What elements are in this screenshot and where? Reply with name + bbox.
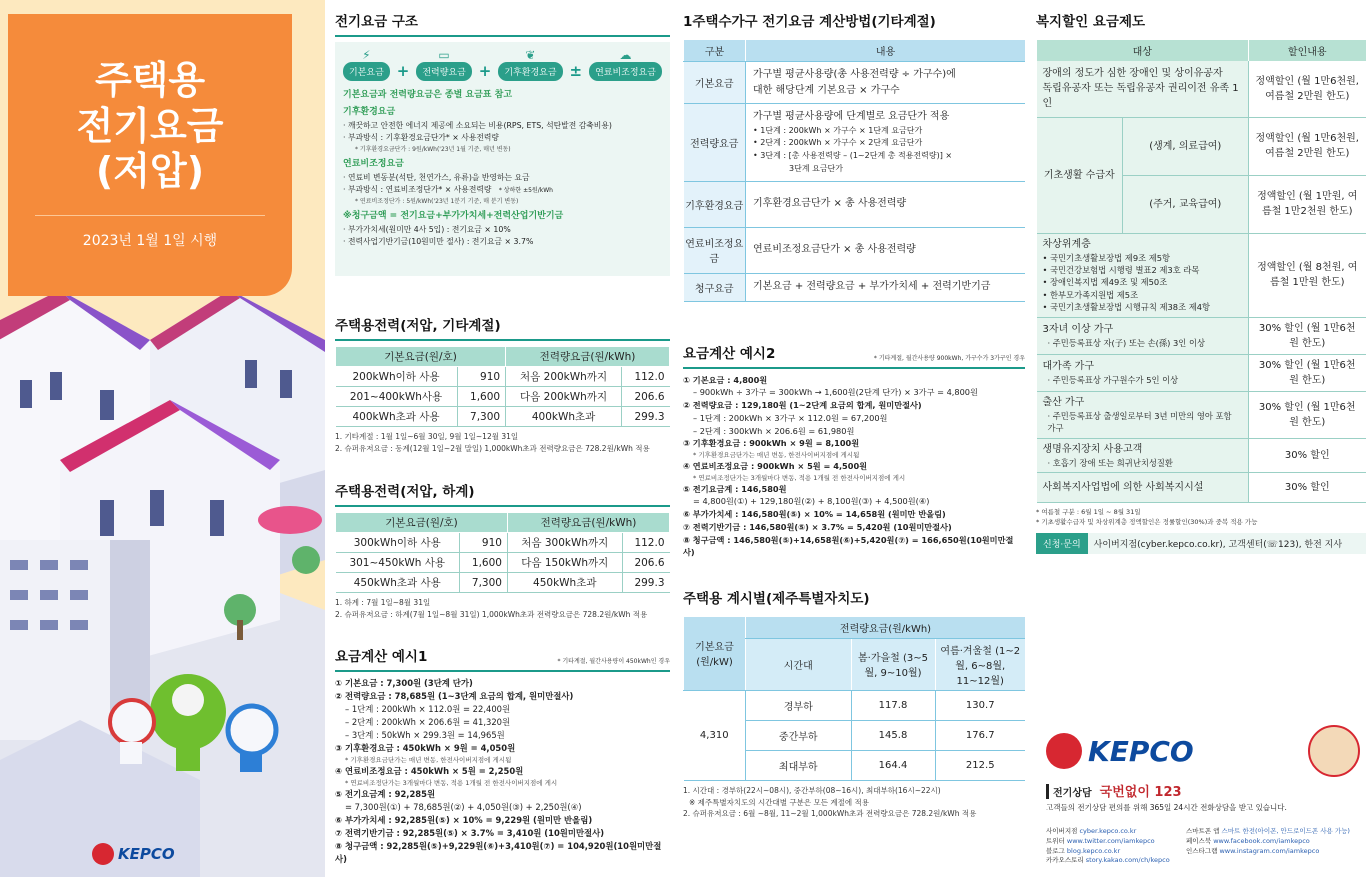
discount-footnotes: * 여름철 구분 : 6월 1일 ~ 8월 31일 * 기초생활수급자 및 차상위계층 정액할인은 정률할인(30%)과 중복 적용 가능 (1036, 508, 1258, 527)
table-row: 대가족 가구 · 주민등록표상 가구원수가 5인 이상 30% 할인 (월 1만6천원 한도) (1037, 354, 1367, 391)
example2-body: ① 기본요금 : 4,800원 – 900kWh ÷ 3가구 = 300kWh → 1,600원(2단계 단가) × 3가구 = 4,800원 ② 전력량요금 : 129,180원 (1~2단계 요금의 합계, 원미만절사) – 1단계 : 200kWh × 3가구 × 112.0원 = 67,200원 – 2단계 : 300kWh × 206.6원 = 61,980원 ③ 기후환경요금 : 900kWh × 9원 = 8,100원 * 기후환경요금단가는 매년 변동, 한전사이버지점에 게시됨 ④ 연료비조정요금 : 900kWh × 5원 = 4,500원 * 연료비조정단가는 3개월마다 변동, 적용 1개월 전 한전사이버지점에 게시 ⑤ 전기요금계 : 146,580원 = 4,800원(①) + 129,180원(②) + 8,100원(③) + 4,500원(④) ⑥ 부가가치세 : 146,580원(⑤) × 10% = 14,658원 (원미만 반올림) ⑦ 전력기반기금 : 146,580원(⑤) × 3.7% = 5,420원 (10원미만절사) ⑧ 청구금액 : 146,580원(⑤)+14,658원(⑥)+5,420원(⑦) = 166,650원(10원미만절사) (683, 374, 1014, 558)
cover-title-box (8, 14, 292, 296)
leaf-icon: ❦ (525, 48, 536, 62)
structure-item-fuel: ☁ 연료비조정요금 (589, 48, 662, 81)
structure-item-climate: ❦ 기후환경요금 (498, 48, 562, 81)
battery-icon: ▭ (438, 48, 450, 62)
link-facebook[interactable]: www.facebook.com/iamkepco (1213, 836, 1310, 845)
apply-text: 사이버지점(cyber.kepco.co.kr), 고객센터(☏123), 한전 지사 (1093, 540, 1343, 551)
summer-table: 기본요금(원/호) 전력량요금(원/kWh) 300kWh이하 사용 910 처음 300kWh까지 112.0 301~450kWh 사용 1,600 다음 150kWh까지 206.6 450kWh초과 사용 7,300 450kWh초과 299.3 (335, 512, 670, 593)
link-kakao[interactable]: story.kakao.com/ch/kepco (1085, 856, 1170, 865)
calc-title: 1주택수가구 전기요금 계산방법(기타계절) (683, 14, 936, 30)
table-row: 300kWh이하 사용 910 처음 300kWh까지 112.0 (336, 533, 670, 553)
calc-table: 구분 내용 기본요금 가구별 평균사용량(총 사용전력량 ÷ 가구수)에 대한 해당단계 기본요금 × 가구수 전력량요금 가구별 평균사용량에 단계별로 요금단가 적용 • 1단계 : 200kWh × 가구수 × 1단계 요금단가 • 2단계 : 200kWh × 가구수 × 2단계 요금단가 • 3단계 : [총 사용전력량 – (1~2단계 총 적용전력량)] × 3단계 요금단가 기후환경요금 기후환경요금단가 × 총 사용전력량 연료비조정요금 연료비조정요금단가 × 총 사용전력량 청구요금 기본요금 + 전력량요금 + 부가가치세 + 전력기반기금 (683, 40, 1025, 302)
kepco-emblem-icon (1046, 733, 1082, 769)
contact-logo: KEPCO (1036, 725, 1366, 777)
jeju-title: 주택용 계시별(제주특별자치도) (683, 590, 870, 607)
contact-phone: 전기상담 국번없이 123 (1036, 781, 1366, 800)
table-row: 전력량요금 가구별 평균사용량에 단계별로 요금단가 적용 • 1단계 : 200kWh × 가구수 × 1단계 요금단가 • 2단계 : 200kWh × 가구수 × 2단계 요금단가 • 3단계 : [총 사용전력량 – (1~2단계 총 적용전력량)] × 3단계 요금단가 (684, 104, 1026, 182)
structure-item-base: ⚡ 기본요금 (343, 48, 390, 81)
structure-details: 기본요금과 전력량요금은 종별 요금표 참고 기후환경요금 · 깨끗하고 안전한 에너지 제공에 소요되는 비용(RPS, ETS, 석탄발전 감축비용) · 부과방식 : 기후환경요금단가* × 사용전력량 * 기후환경요금단가 : 9원/kWh('23년 1월 기준, 매년 변동) 연료비조정요금 · 연료비 변동분(석탄, 천연가스, 유류)을 반영하는 요금 · 부과방식 : 연료비조정단가* × 사용전력량 * 상하한 ±5원/kWh * 연료비조정단가 : 5원/kWh('23년 1분기 기준, 매 분기 변동) ※청구금액 = 전기요금+부가가치세+전력산업기반기금 · 부가가치세(원미만 4사 5입) : 전기요금 × 10% · 전력사업기반기금(10원미만 절사) : 전기요금 × 3.7% (343, 90, 612, 247)
discount-title: 복지할인 요금제도 (1036, 14, 1146, 30)
table-row: 301~450kWh 사용 1,600 다음 150kWh까지 206.6 (336, 553, 670, 573)
plug-icon: ⚡ (362, 48, 371, 62)
link-instagram[interactable]: www.instagram.com/iamkepco (1219, 846, 1320, 855)
table-row: 450kWh초과 사용 7,300 450kWh초과 299.3 (336, 573, 670, 593)
mascot-icon (1308, 725, 1360, 777)
table-row: 생명유지장치 사용고객 · 호흡기 장애 또는 희귀난치성질환 30% 할인 (1037, 438, 1367, 472)
table-row: 3자녀 이상 가구 · 주민등록표상 자(子) 또는 손(孫) 3인 이상 30% 할인 (월 1만6천원 한도) (1037, 317, 1367, 354)
table-row: 장애의 정도가 심한 장애인 및 상이유공자 독립유공자 또는 독립유공자 권리이전 유족 1인 정액할인 (월 1만6천원, 여름철 2만원 한도) (1037, 61, 1367, 117)
jeju-table: 기본요금 (원/kW) 전력량요금(원/kWh) 시간대 봄·가을철 (3~5월, 9~10월) 여름·겨울철 (1~2월, 6~8월, 11~12월) 4,310 경부하 117.8 130.7 중간부하 145.8 176.7 최대부하 164.4 212.5 (683, 617, 1025, 781)
table-row: 청구요금 기본요금 + 전력량요금 + 부가가치세 + 전력기반기금 (684, 273, 1026, 301)
cover-title-line-3: (저압) (95, 149, 205, 194)
contact-block: KEPCO 전기상담 국번없이 123 고객들의 전기상담 편의를 위해 365일 24시간 전화상담을 받고 있습니다. 사이버지점 cyber.kepco.co.kr 트위터 www.twitter.com/iamkepco 블로그 blog.kepco.co.kr 카카오스토리 story.kakao.com/ch/kepco 스마트폰 앱 스마트 한전(아이폰, 안드로이드폰 사용 가능) 페이스북 www.facebook.com/iamkepco 인스타그램 www.instagram.com/iamkepco (1036, 725, 1366, 866)
example2-title: 요금계산 예시2 (683, 345, 776, 362)
other-season-table: 기본요금(원/호) 전력량요금(원/kWh) 200kWh이하 사용 910 처음 200kWh까지 112.0 201~400kWh사용 1,600 다음 200kWh까지 206.6 400kWh초과 사용 7,300 400kWh초과 299.3 (335, 346, 670, 427)
cover-title-line-2: 전기요금 (76, 103, 224, 148)
cover-divider (35, 215, 265, 216)
table-row: 201~400kWh사용 1,600 다음 200kWh까지 206.6 (336, 387, 670, 407)
other-season-footnotes: 1. 기타계절 : 1월 1일~6월 30일, 9월 1일~12월 31일 2. 슈퍼유저요금 : 동계(12월 1일~2월 말일) 1,000kWh초과 전력량요금은 728.2원/kWh 적용 (335, 432, 650, 453)
table-row: 최대부하 164.4 212.5 (684, 750, 1026, 780)
summer-footnotes: 1. 하계 : 7월 1일~8월 31일 2. 슈퍼유저요금 : 하계(7월 1일~8월 31일) 1,000kWh초과 전력량요금은 728.2원/kWh 적용 (335, 598, 648, 619)
column-calculation (683, 0, 1025, 877)
column-rates (335, 0, 670, 877)
cover-date: 2023년 1월 1일 시행 (82, 232, 218, 249)
cover-panel (0, 0, 325, 877)
table-row: (주거, 교육급여) 정액할인 (월 1만원, 여름철 1만2천원 한도) (1037, 175, 1367, 233)
structure-formula: ⚡ 기본요금 + ▭ 전력량요금 + ❦ 기후환경요금 ± ☁ 연료비조정요금 (343, 48, 662, 81)
jeju-footnotes: 1. 시간대 : 경부하(22시~08시), 중간부하(08~16시), 최대부하(16시~22시) ※ 제주특별자치도의 시간대별 구분은 모든 계절에 적용 2. 슈퍼유저요금 : 6월 ~8월, 11~2월 1,000kWh초과 전력량요금은 728.2원/kWh 적용 (683, 785, 977, 819)
table-row: 기초생활 수급자 (생계, 의료급여) 정액할인 (월 1만6천원, 여름철 2만원 한도) (1037, 117, 1367, 175)
table-row: 사회복지사업법에 의한 사회복지시설 30% 할인 (1037, 473, 1367, 503)
kepco-emblem-icon (92, 843, 114, 865)
apply-label: 신청·문의 (1036, 533, 1088, 554)
fuel-icon: ☁ (619, 48, 632, 62)
example2-header: 요금계산 예시2 * 기타계절, 월간사용량 900kWh, 가구수가 3가구인 경우 (683, 342, 1025, 369)
example1-body: ① 기본요금 : 7,300원 (3단계 단가) ② 전력량요금 : 78,685원 (1~3단계 요금의 합계, 원미만절사) – 1단계 : 200kWh × 112.0원 = 22,400원 – 2단계 : 200kWh × 206.6원 = 41,320원 – 3단계 : 50kWh × 299.3원 = 14,965원 ③ 기후환경요금 : 450kWh × 9원 = 4,050원 * 기후환경요금단가는 매년 변동, 한전사이버지점에 게시됨 ④ 연료비조정요금 : 450kWh × 5원 = 2,250원 * 연료비조정단가는 3개월마다 변동, 적용 1개월 전 한전사이버지점에 게시 ⑤ 전기요금계 : 92,285원 = 7,300원(①) + 78,685원(②) + 4,050원(③) + 2,250원(④) ⑥ 부가가치세 : 92,285원(⑤) × 10% = 9,229원 (원미만 반올림) ⑦ 전력기반기금 : 92,285원(⑤) × 3.7% = 3,410원 (10원미만절사) ⑧ 청구금액 : 92,285원(⑤)+9,229원(⑥)+3,410원(⑦) = 104,920원(10원미만절사) (335, 677, 662, 864)
example1-title: 요금계산 예시1 (335, 648, 428, 665)
structure-item-energy: ▭ 전력량요금 (416, 48, 471, 81)
structure-box (335, 42, 670, 276)
cover-logo: KEPCO (92, 843, 175, 865)
contact-links: 사이버지점 cyber.kepco.co.kr 트위터 www.twitter.com/iamkepco 블로그 blog.kepco.co.kr 카카오스토리 story.kakao.com/ch/kepco 스마트폰 앱 스마트 한전(아이폰, 안드로이드폰 사용 가능) 페이스북 www.facebook.com/iamkepco 인스타그램 www.instagram.com/iamkepco (1046, 827, 1350, 865)
column-discount (1036, 0, 1366, 877)
table-row: 출산 가구 · 주민등록표상 출생일로부터 3년 미만의 영아 포함 가구 30% 할인 (월 1만6천원 한도) (1037, 391, 1367, 438)
table-row: 400kWh초과 사용 7,300 400kWh초과 299.3 (336, 407, 670, 427)
link-cyber[interactable]: cyber.kepco.co.kr (1079, 827, 1137, 835)
example1-header: 요금계산 예시1 * 기타계절, 월간사용량이 450kWh인 경우 (335, 645, 670, 672)
link-app[interactable]: 스마트 한전(아이폰, 안드로이드폰 사용 가능) (1221, 827, 1350, 835)
table-row: 중간부하 145.8 176.7 (684, 720, 1026, 750)
table-row: 차상위계층 • 국민기초생활보장법 제9조 제5항 • 국민건강보험법 시행령 별표2 제3호 라목 • 장애인복지법 제49조 및 제50조 • 한부모가족지원법 제5조 • 국민기초생활보장법 시행규칙 제38조 제4항 정액할인 (월 8천원, 여름철 1만원 한도) (1037, 233, 1367, 317)
apply-bar (1036, 533, 1366, 554)
structure-title: 전기요금 구조 (335, 10, 670, 37)
table-row: 4,310 경부하 117.8 130.7 (684, 690, 1026, 720)
other-season-title: 주택용전력(저압, 기타계절) (335, 314, 670, 341)
link-blog[interactable]: blog.kepco.co.kr (1066, 846, 1121, 855)
table-row: 연료비조정요금 연료비조정요금단가 × 총 사용전력량 (684, 227, 1026, 273)
discount-table: 대상 할인내용 장애의 정도가 심한 장애인 및 상이유공자 독립유공자 또는 독립유공자 권리이전 유족 1인 정액할인 (월 1만6천원, 여름철 2만원 한도) 기초생활 수급자 (생계, 의료급여) 정액할인 (월 1만6천원, 여름철 2만원 한도) (주거, 교육급여) 정액할인 (월 1만원, 여름철 1만2천원 한도) 차상위계층 • 국민기초생활보장법 제9조 제5항 • 국민건강보험법 시행령 별표2 제3호 라목 • 장애인복지법 제49조 및 제50조 • 한부모가족지원법 제5조 • 국민기초생활보장법 시행규칙 제38조 제4항 정액할인 (월 8천원, 여름철 1만원 한도) 3자녀 이상 가구 · 주민등록표상 자(子) 또는 손(孫) 3인 이상 30% 할인 (월 1만6천원 한도) 대가족 가구 · 주민등록표상 가구원수가 5인 이상 30% 할인 (월 1만6천원 한도) 출산 가구 · 주민등록표상 출생일로부터 3년 미만의 영아 포함 가구 30% 할인 (월 1만6천원 한도) 생명유지장치 사용고객 · 호흡기 장애 또는 희귀난치성질환 30% 할인 사회복지사업법에 의한 사회복지시설 30% 할인 (1036, 40, 1366, 503)
table-row: 200kWh이하 사용 910 처음 200kWh까지 112.0 (336, 367, 670, 387)
link-twitter[interactable]: www.twitter.com/iamkepco (1066, 836, 1155, 845)
cover-title-line-1: 주택용 (94, 58, 206, 102)
table-row: 기본요금 가구별 평균사용량(총 사용전력량 ÷ 가구수)에 대한 해당단계 기본요금 × 가구수 (684, 62, 1026, 104)
table-row: 기후환경요금 기후환경요금단가 × 총 사용전력량 (684, 181, 1026, 227)
summer-title: 주택용전력(저압, 하계) (335, 480, 670, 507)
